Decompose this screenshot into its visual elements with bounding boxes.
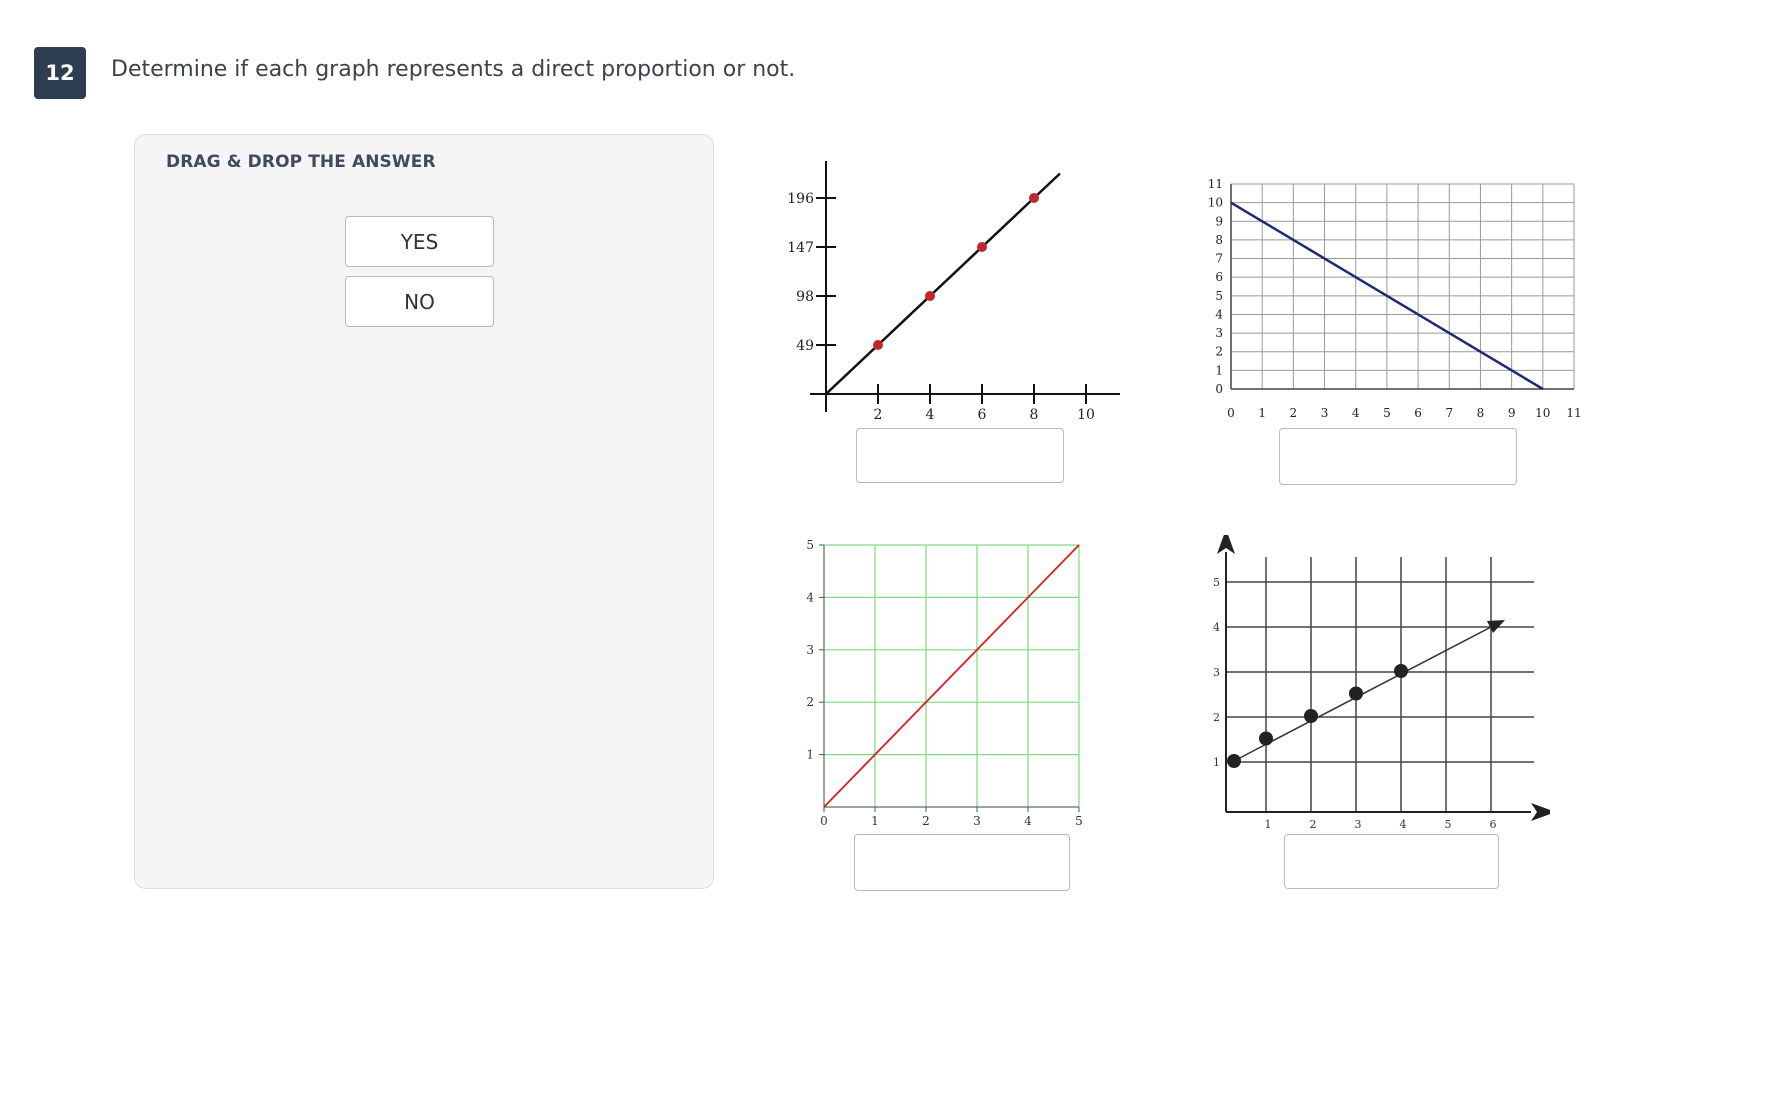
data-point — [1304, 709, 1318, 723]
y-tick-label: 9 — [1215, 214, 1223, 229]
x-tick-label: 8 — [1476, 406, 1485, 420]
data-point — [977, 242, 987, 252]
x-tick-label: 4 — [1399, 818, 1407, 831]
x-tick-label: 2 — [922, 814, 930, 828]
y-tick-label: 49 — [796, 338, 814, 354]
y-tick-label: 2 — [806, 695, 814, 710]
drop-zone-graph-3[interactable] — [854, 834, 1070, 891]
x-tick-label: 4 — [925, 407, 935, 420]
y-tick-label: 1 — [1213, 756, 1220, 769]
y-tick-label: 2 — [1213, 711, 1220, 724]
x-tick-label: 7 — [1445, 406, 1454, 420]
x-axis-arrow-icon — [1531, 803, 1550, 821]
x-tick-label: 8 — [1029, 407, 1039, 420]
graph-2 — [1200, 170, 1600, 420]
x-tick-label: 2 — [1289, 406, 1298, 420]
data-point — [873, 340, 883, 350]
x-tick-label: 4 — [1024, 814, 1032, 828]
x-tick-label: 5 — [1444, 818, 1452, 831]
data-point — [1394, 664, 1408, 678]
question-text: Determine if each graph represents a direct proportion or not. — [111, 57, 796, 82]
drop-zone-graph-1[interactable] — [856, 428, 1064, 483]
data-line — [826, 174, 1060, 395]
y-tick-label: 4 — [806, 590, 814, 605]
y-tick-label: 5 — [806, 538, 814, 552]
x-tick-label: 1 — [871, 814, 879, 828]
drop-zone-graph-2[interactable] — [1279, 428, 1517, 485]
data-point — [1259, 732, 1273, 746]
y-tick-label: 4 — [1215, 307, 1223, 322]
data-point — [1227, 754, 1241, 768]
question-number-badge: 12 — [34, 47, 86, 99]
y-tick-label: 3 — [806, 642, 814, 657]
x-tick-label: 3 — [1354, 818, 1362, 831]
y-tick-label: 10 — [1207, 195, 1223, 210]
y-tick-label: 196 — [787, 191, 814, 207]
y-tick-label: 147 — [787, 240, 814, 256]
y-tick-label: 7 — [1215, 251, 1223, 266]
x-tick-label: 3 — [1320, 406, 1329, 420]
x-tick-label: 2 — [873, 407, 883, 420]
answer-bank — [134, 134, 714, 889]
graph-3-chart — [790, 530, 1090, 830]
y-tick-label: 8 — [1215, 232, 1223, 247]
graph-4-chart — [1200, 535, 1550, 835]
x-tick-label: 4 — [1351, 406, 1360, 420]
graph-4 — [1200, 535, 1550, 835]
x-tick-label: 6 — [1414, 406, 1422, 420]
y-tick-label: 4 — [1213, 621, 1220, 634]
data-point — [925, 291, 935, 301]
x-tick-label: 0 — [820, 814, 828, 828]
data-line — [824, 545, 1079, 807]
answer-bank-title: DRAG & DROP THE ANSWER — [166, 152, 436, 172]
x-tick-label: 9 — [1507, 406, 1516, 420]
x-tick-label: 1 — [1264, 818, 1272, 831]
x-tick-label: 11 — [1566, 406, 1582, 420]
y-tick-label: 3 — [1215, 326, 1223, 341]
y-axis-arrow-icon — [1217, 535, 1235, 554]
y-tick-label: 98 — [796, 289, 814, 305]
answer-chip-yes[interactable]: YES — [345, 216, 494, 267]
y-tick-label: 5 — [1215, 288, 1223, 303]
x-tick-label: 0 — [1227, 406, 1235, 420]
graph-1 — [780, 160, 1120, 420]
y-tick-label: 3 — [1213, 666, 1220, 679]
y-tick-label: 1 — [1215, 363, 1223, 378]
graph-2-chart — [1200, 170, 1600, 420]
x-tick-label: 10 — [1535, 406, 1551, 420]
x-tick-label: 5 — [1075, 814, 1083, 828]
graph-1-chart — [780, 160, 1120, 420]
y-tick-label: 5 — [1213, 576, 1220, 589]
y-tick-label: 0 — [1215, 382, 1223, 396]
y-tick-label: 6 — [1215, 270, 1223, 285]
y-tick-label: 11 — [1207, 177, 1223, 191]
x-tick-label: 3 — [973, 814, 981, 828]
drop-zone-graph-4[interactable] — [1284, 834, 1499, 889]
graph-3 — [790, 530, 1090, 830]
x-tick-label: 5 — [1383, 406, 1391, 420]
y-tick-label: 1 — [806, 747, 814, 762]
answer-chip-no[interactable]: NO — [345, 276, 494, 327]
x-tick-label: 10 — [1077, 407, 1095, 420]
data-point — [1029, 193, 1039, 203]
x-tick-label: 1 — [1258, 406, 1267, 420]
y-tick-label: 2 — [1215, 344, 1223, 359]
x-tick-label: 6 — [1489, 818, 1497, 831]
x-tick-label: 6 — [977, 407, 987, 420]
data-point — [1349, 687, 1363, 701]
x-tick-label: 2 — [1309, 818, 1317, 831]
